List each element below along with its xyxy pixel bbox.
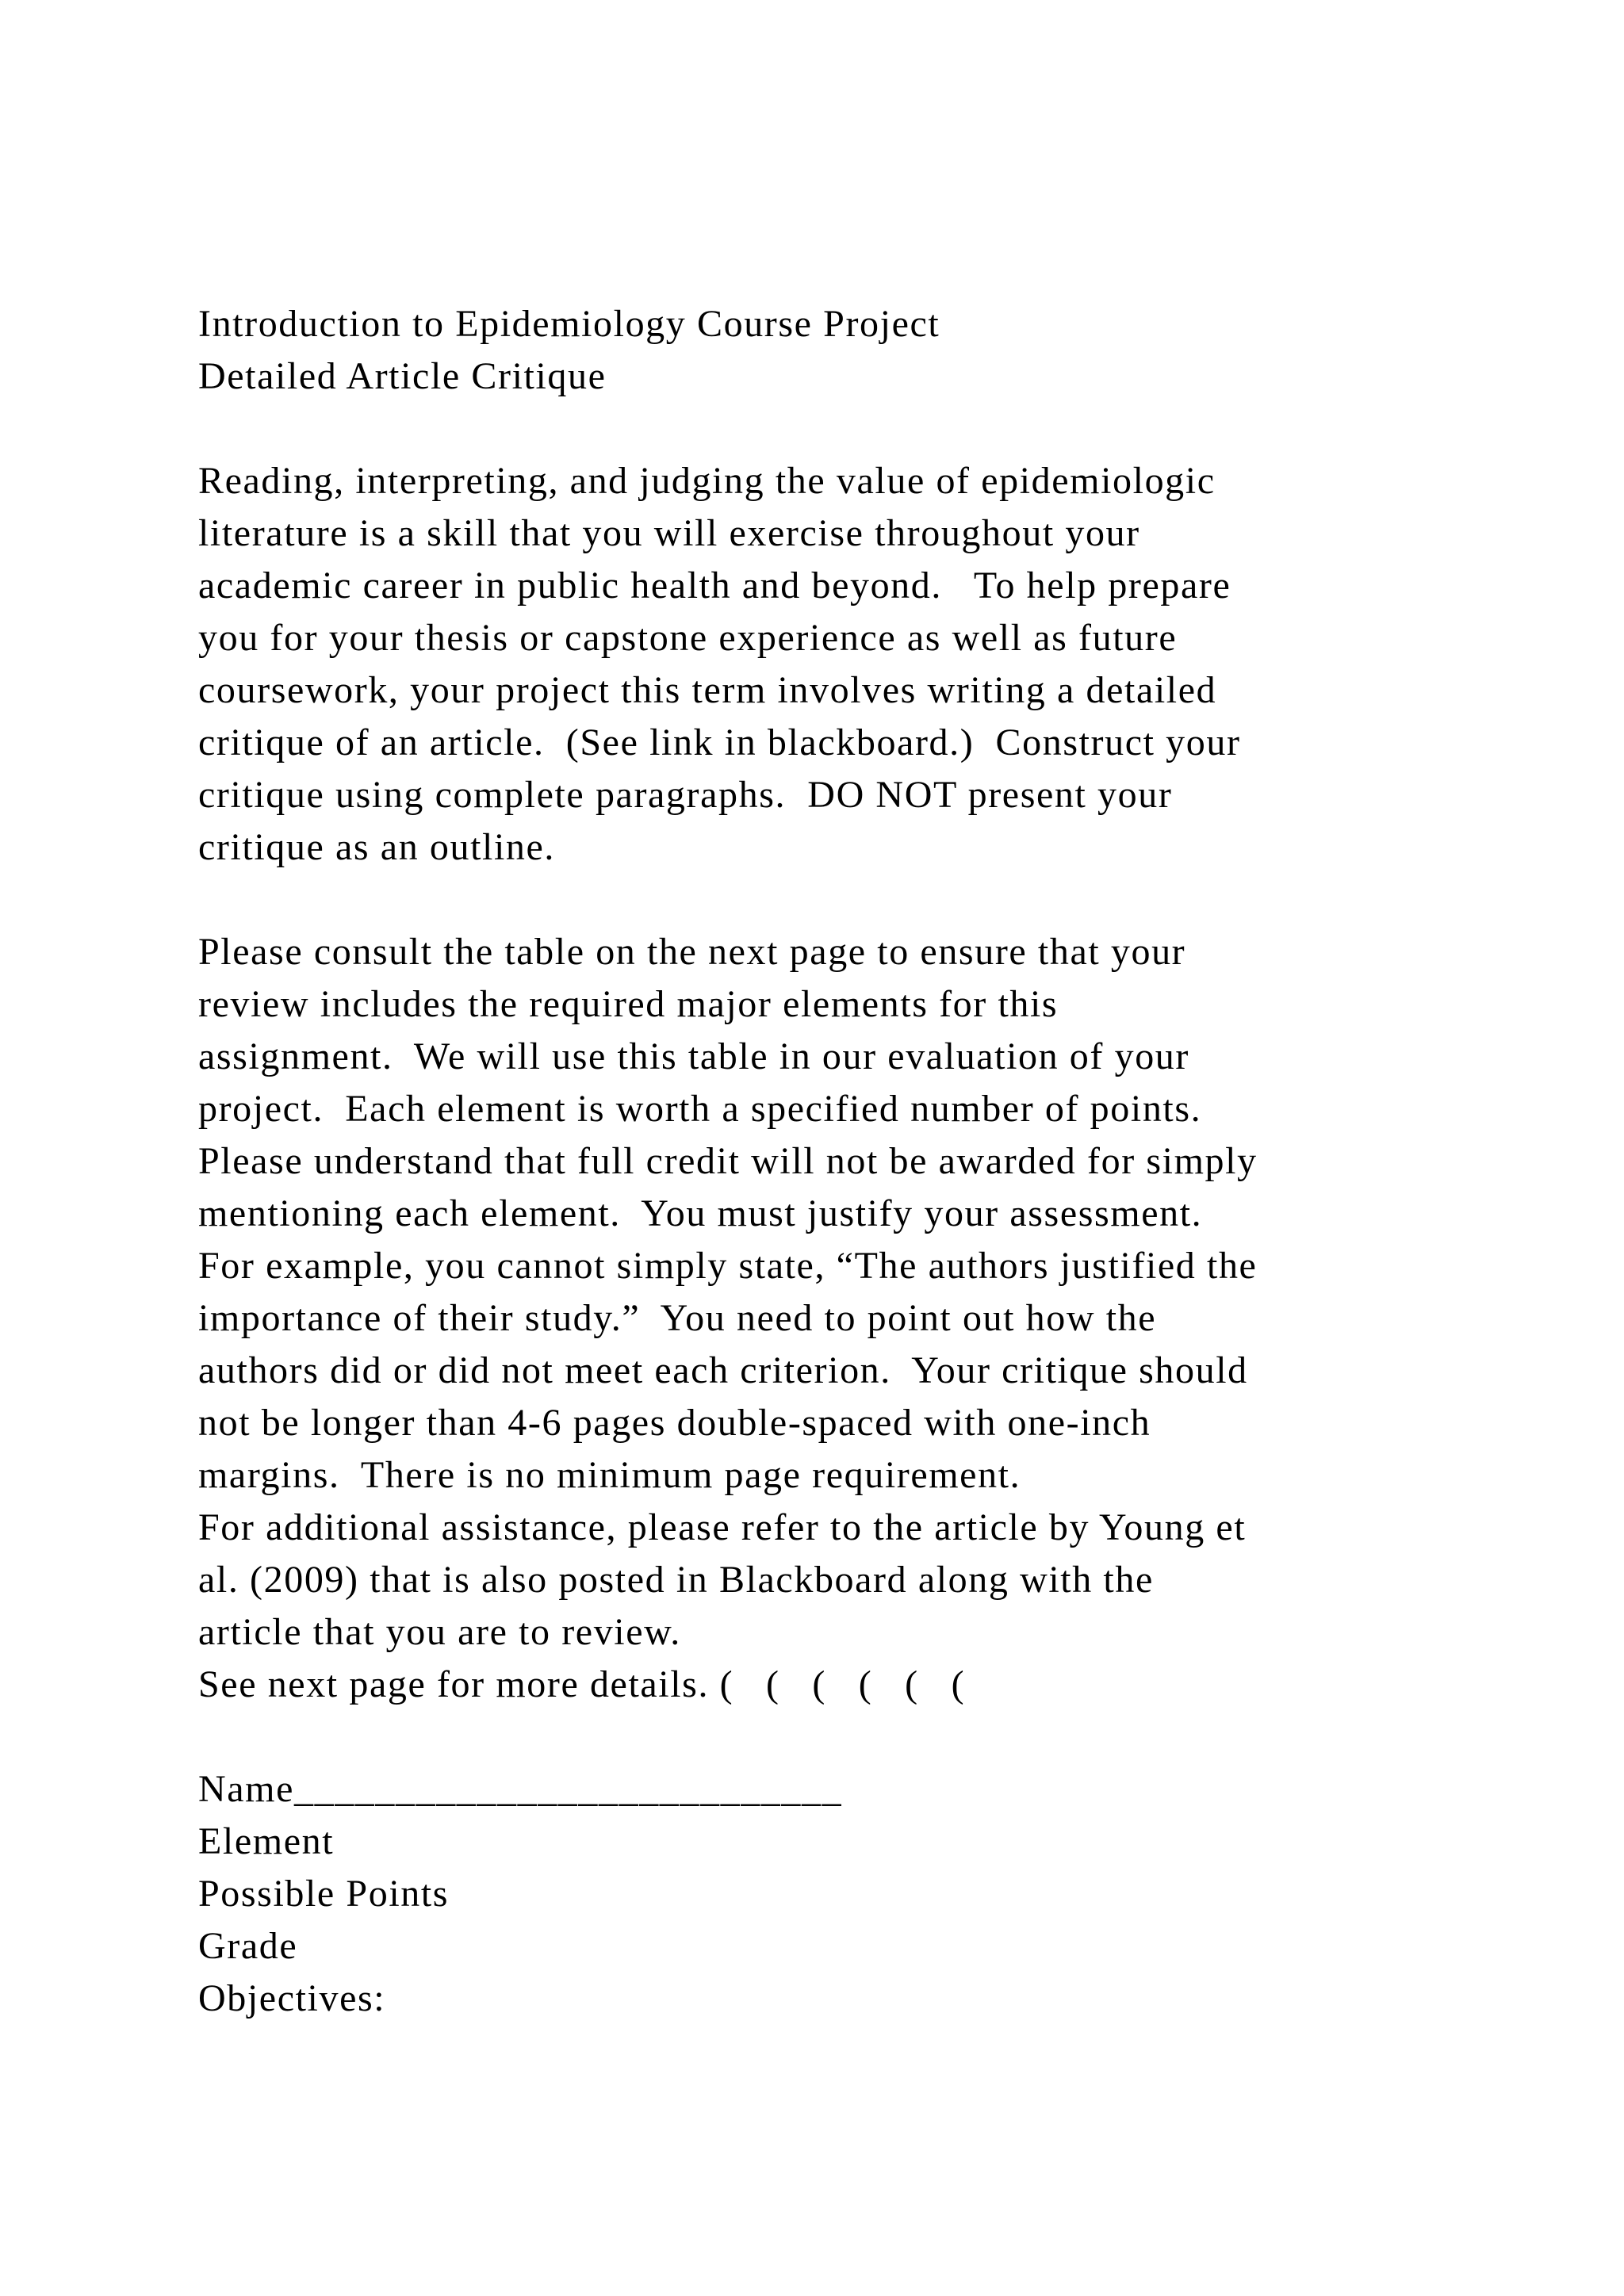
name-field-label: Name___________________________ (198, 1768, 843, 1810)
document-body (198, 298, 1507, 2025)
intro-line: critique of an article. (See link in blackboard.) Construct your (198, 721, 1241, 763)
paragraph-spacer (198, 874, 1507, 926)
intro-paragraph (198, 455, 1507, 874)
intro-line: critique as an outline. (198, 826, 556, 868)
instructions-line: not be longer than 4-6 pages double-spaced with one-inch (198, 1402, 1151, 1444)
course-title: Introduction to Epidemiology Course Project (198, 303, 940, 345)
intro-line: Reading, interpreting, and judging the value of epidemiologic (198, 460, 1216, 502)
instructions-paragraph (198, 926, 1507, 1711)
instructions-line: For example, you cannot simply state, “The authors justified the (198, 1245, 1258, 1287)
instructions-line: review includes the required major elements for this (198, 983, 1059, 1025)
instructions-line: al. (2009) that is also posted in Blackboard along with the (198, 1559, 1154, 1601)
objectives-heading: Objectives: (198, 1977, 386, 2019)
instructions-line: Please consult the table on the next page to ensure that your (198, 931, 1186, 973)
paragraph-spacer (198, 403, 1507, 455)
grading-form (198, 1763, 1507, 2025)
instructions-line: importance of their study.” You need to point out how the (198, 1297, 1157, 1339)
intro-line: academic career in public health and beyond. To help prepare (198, 564, 1231, 607)
instructions-line: project. Each element is worth a specified number of points. (198, 1088, 1202, 1130)
document-title-block (198, 298, 1507, 403)
paragraph-spacer (198, 1711, 1507, 1763)
instructions-line: article that you are to review. (198, 1611, 681, 1653)
instructions-line: authors did or did not meet each criterion. Your critique should (198, 1349, 1248, 1391)
instructions-line: mentioning each element. You must justify your assessment. (198, 1192, 1203, 1234)
assignment-title: Detailed Article Critique (198, 355, 607, 397)
intro-line: literature is a skill that you will exercise throughout your (198, 512, 1140, 554)
instructions-line: assignment. We will use this table in our evaluation of your (198, 1035, 1189, 1077)
intro-line: critique using complete paragraphs. DO NOT present your (198, 774, 1173, 816)
instructions-line: Please understand that full credit will not be awarded for simply (198, 1140, 1258, 1182)
grade-column-header: Grade (198, 1925, 298, 1967)
instructions-line: For additional assistance, please refer to the article by Young et (198, 1506, 1247, 1548)
possible-points-column-header: Possible Points (198, 1873, 450, 1915)
instructions-line: margins. There is no minimum page requirement. (198, 1454, 1021, 1496)
intro-line: coursework, your project this term involves writing a detailed (198, 669, 1217, 711)
intro-line: you for your thesis or capstone experience as well as future (198, 617, 1178, 659)
element-column-header: Element (198, 1820, 335, 1862)
see-next-page-line: See next page for more details. ( ( ( ( ( ( (198, 1663, 966, 1705)
